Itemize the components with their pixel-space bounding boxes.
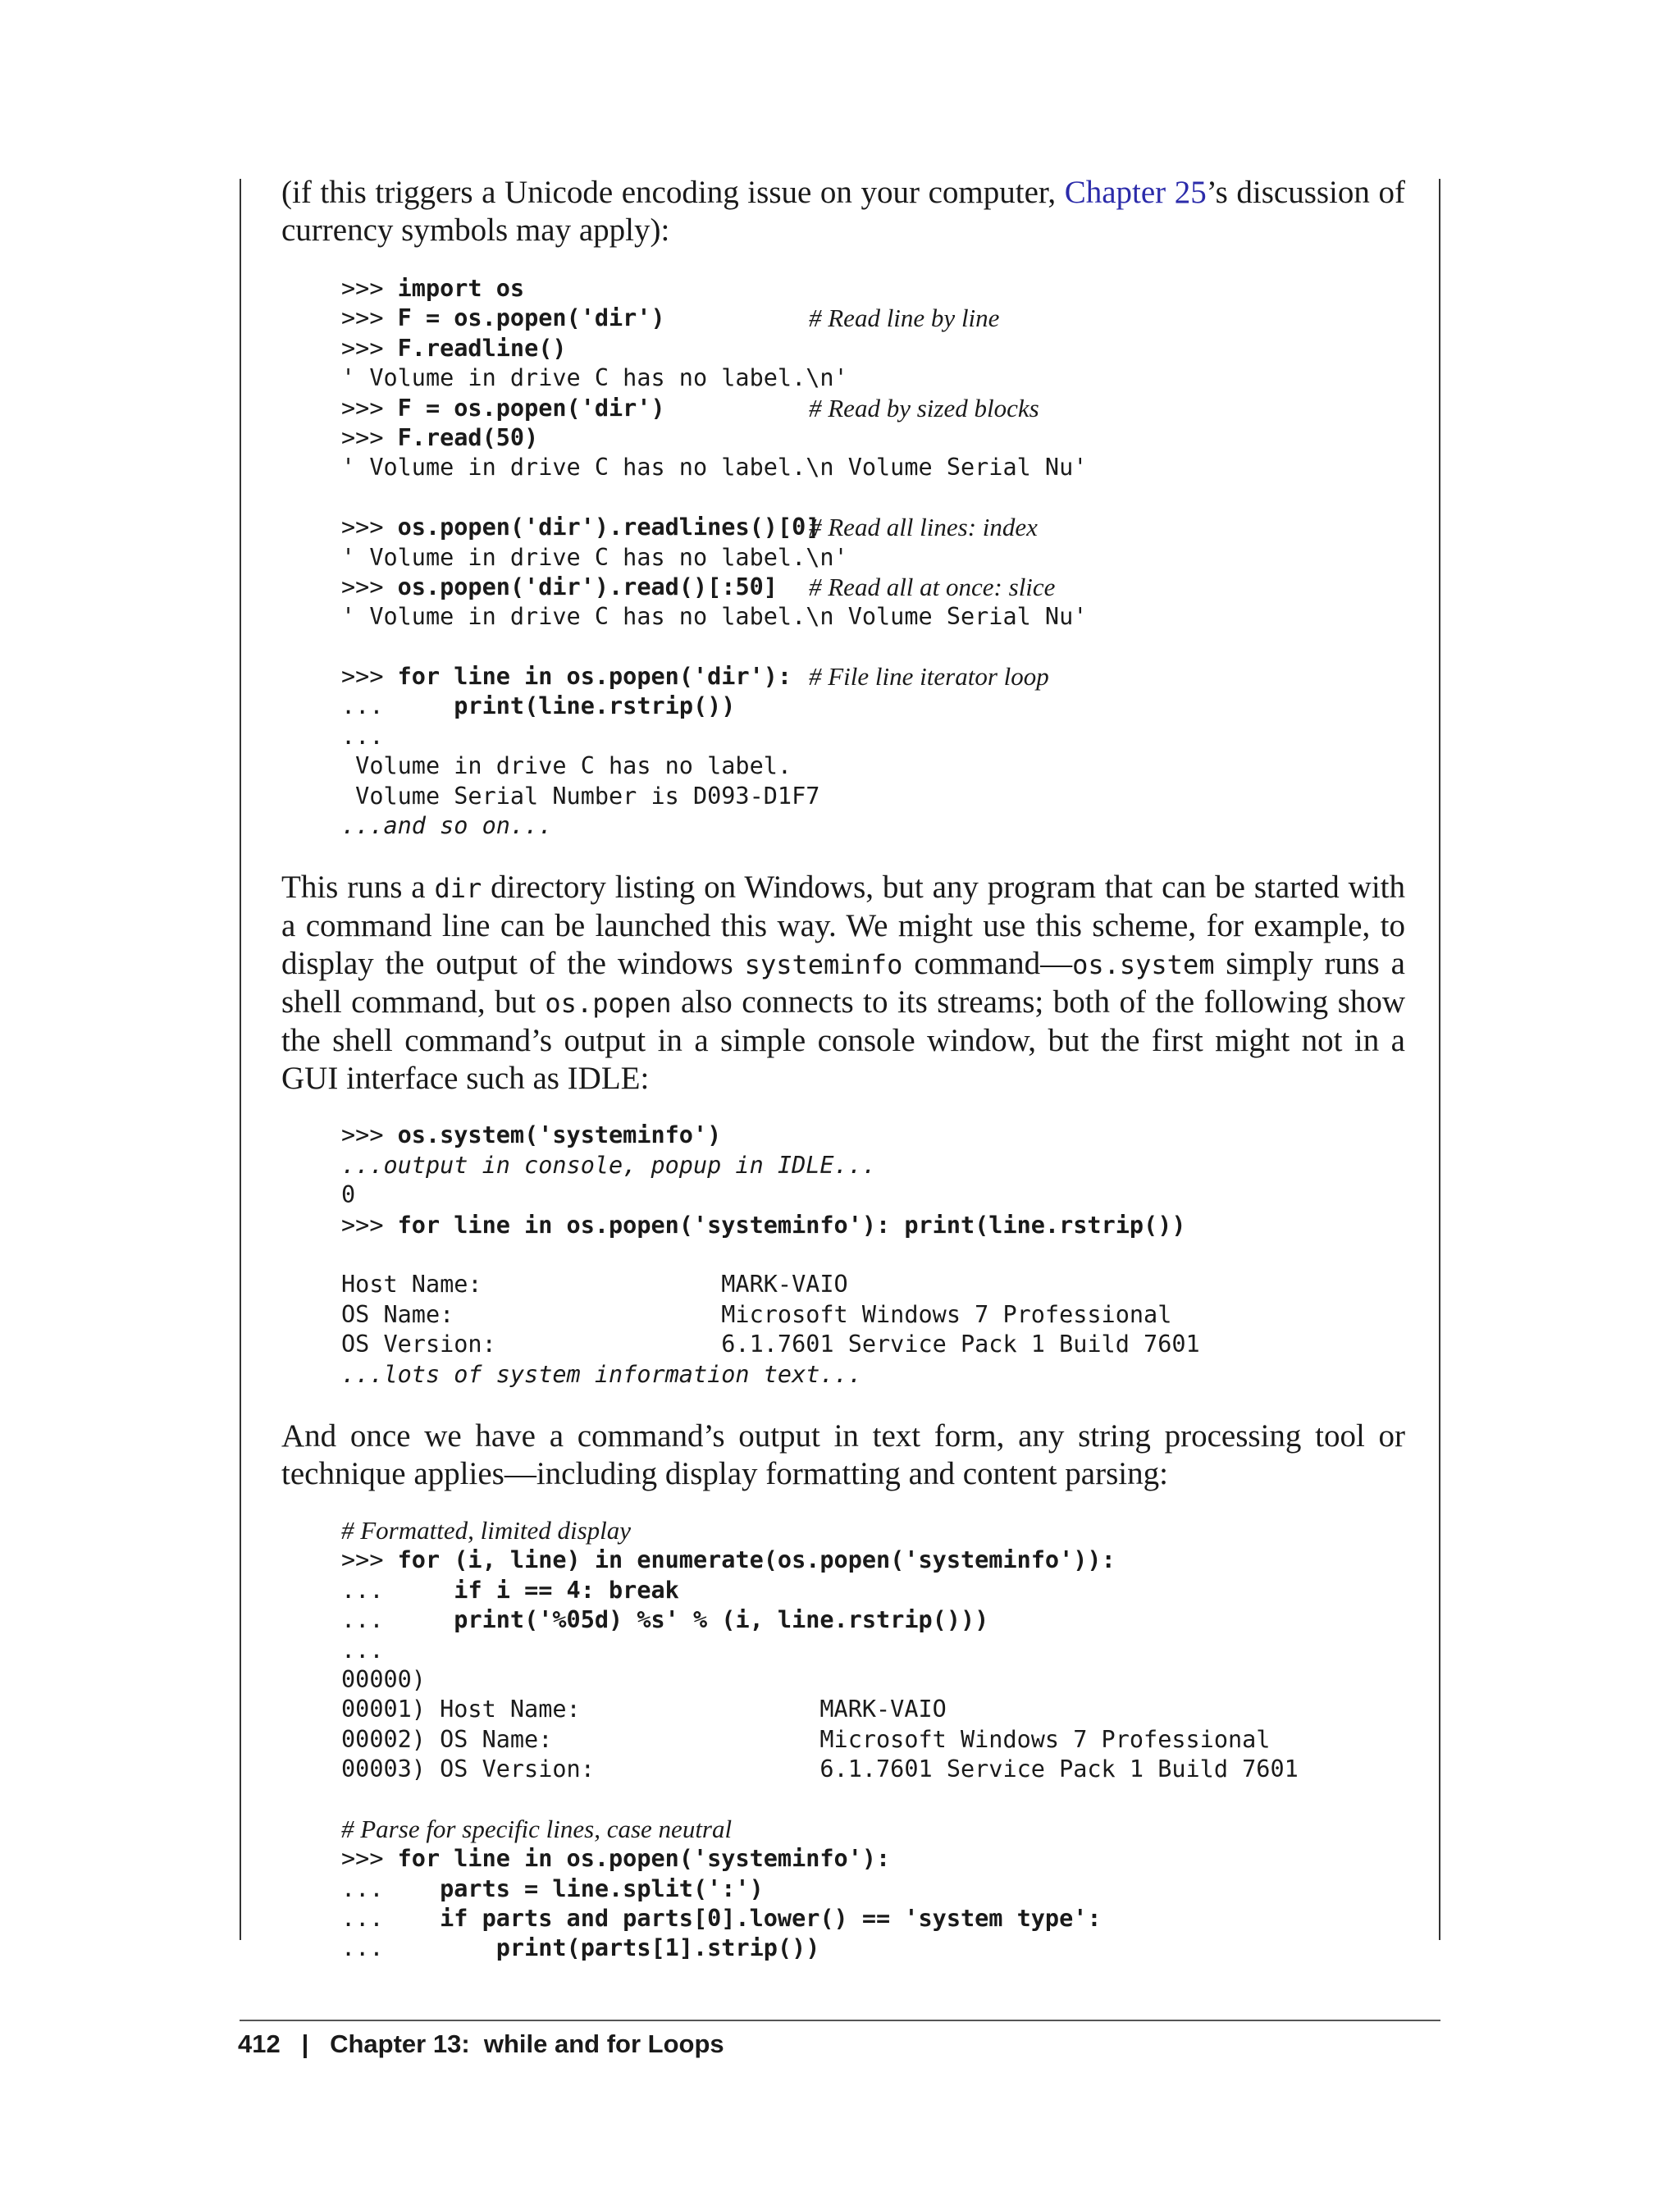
code-line (341, 1874, 1405, 1904)
intro-text-before: (if this triggers a Unicode encoding issue on your computer, (281, 175, 1065, 210)
code-line (341, 811, 1405, 841)
code-prompt: >>> (341, 334, 398, 362)
code-input: F.read(50) (397, 423, 539, 451)
code-line (341, 1755, 1405, 1784)
code-prompt: >>> (341, 1211, 398, 1239)
code-line (341, 334, 1405, 363)
left-margin-rule (240, 179, 241, 1940)
code-line (341, 1904, 1405, 1933)
code-line (341, 1211, 1405, 1240)
code-line (341, 1270, 1405, 1299)
code-output: 00003) OS Version: 6.1.7601 Service Pack 1 Build 7601 (341, 1755, 1299, 1783)
code-line (341, 394, 1405, 423)
code-output: Volume in drive C has no label. (341, 752, 792, 780)
code-output: Host Name: MARK-VAIO (341, 1271, 848, 1299)
code-comment: # Read line by line (809, 304, 1000, 333)
code-prompt: >>> (341, 394, 398, 422)
code-line (341, 1151, 1405, 1180)
page-content (281, 174, 1405, 1964)
code-output: ' Volume in drive C has no label.\n' (341, 364, 848, 392)
intro-text-after: ’s discussion of currency symbols may apply): (281, 175, 1405, 248)
right-margin-rule (1439, 179, 1440, 1940)
code-line (341, 662, 1405, 692)
code-line (341, 1576, 1405, 1605)
code-blank-line (341, 1240, 1405, 1270)
code-line (341, 1815, 1405, 1844)
inline-code-os-popen: os.popen (545, 988, 672, 1020)
code-input: F = os.popen('dir') (397, 304, 665, 332)
code-line (341, 1545, 1405, 1575)
code-line (341, 1121, 1405, 1150)
code-output: ' Volume in drive C has no label.\n Volume Serial Nu' (341, 603, 1088, 631)
code-prompt: ... (341, 1934, 496, 1962)
code-prompt: ... (341, 1576, 454, 1604)
inline-code-os-system: os.system (1072, 949, 1215, 981)
code-line (341, 1933, 1405, 1963)
para2-text-2: directory listing on Windows, but any program that can be started with a command line can be launched this way. We might use this scheme, for example, to display the output of the windows (281, 870, 1405, 982)
code-line (341, 1695, 1405, 1724)
code-line (341, 692, 1405, 721)
code-input: print(parts[1].strip()) (495, 1934, 820, 1962)
code-prompt: >>> (341, 514, 398, 541)
code-prompt: ... (341, 1606, 454, 1634)
code-block-systeminfo (281, 1121, 1405, 1390)
code-input: os.system('systeminfo') (397, 1121, 722, 1149)
code-output: ' Volume in drive C has no label.\n' (341, 543, 848, 571)
code-input: F.readline() (397, 334, 567, 362)
code-comment: # Parse for specific lines, case neutral (341, 1814, 733, 1843)
para2-text-4: simply runs a shell command, but (281, 946, 1405, 1020)
code-line (341, 782, 1405, 811)
code-output: ... (341, 722, 384, 750)
systeminfo-paragraph (281, 869, 1405, 1098)
code-comment: # Read all at once: slice (809, 572, 1056, 601)
code-line (341, 1605, 1405, 1635)
code-line (341, 1636, 1405, 1665)
code-input: import os (397, 275, 525, 302)
code-output: 00001) Host Name: MARK-VAIO (341, 1696, 947, 1723)
inline-code-dir: dir (434, 873, 482, 905)
intro-paragraph (281, 174, 1405, 249)
code-output-note: ...lots of system information text... (341, 1360, 862, 1388)
code-line (341, 1180, 1405, 1210)
code-prompt: >>> (341, 1121, 398, 1149)
inline-code-systeminfo: systeminfo (744, 949, 903, 981)
code-output: 00000) (341, 1665, 426, 1693)
code-prompt: >>> (341, 304, 398, 332)
code-line (341, 1300, 1405, 1330)
code-input: for line in os.popen('systeminfo'): print(line.rstrip()) (397, 1211, 1186, 1239)
code-input: parts = line.split(':') (440, 1874, 764, 1902)
code-line (341, 453, 1405, 482)
code-output: Volume Serial Number is D093-D1F7 (341, 782, 820, 810)
code-input: os.popen('dir').read()[:50] (397, 573, 778, 600)
para2-text-3: command— (902, 946, 1073, 982)
code-comment: # File line iterator loop (809, 662, 1049, 692)
code-line (341, 722, 1405, 751)
code-input: F = os.popen('dir') (397, 394, 665, 422)
code-line (341, 274, 1405, 304)
code-line (341, 573, 1405, 602)
para2-text-1: This runs a (281, 870, 435, 906)
code-line (341, 751, 1405, 781)
parsing-paragraph: And once we have a command’s output in text form, any string processing tool or technique applies—including display formatting and content parsing: (281, 1418, 1405, 1491)
code-line (341, 304, 1405, 333)
page-number: 412 (238, 2029, 281, 2058)
code-block-parsing (281, 1516, 1405, 1964)
code-output: ' Volume in drive C has no label.\n Volume Serial Nu' (341, 454, 1088, 482)
code-blank-line (341, 483, 1405, 513)
code-input: if parts and parts[0].lower() == 'system type': (440, 1905, 1102, 1933)
code-prompt: >>> (341, 1845, 398, 1873)
code-prompt: ... (341, 692, 454, 720)
code-line (341, 1665, 1405, 1695)
code-input: if i == 4: break (454, 1576, 679, 1604)
code-line (341, 363, 1405, 393)
code-output: ... (341, 1636, 384, 1664)
code-input: for (i, line) in enumerate(os.popen('systeminfo')): (397, 1546, 1116, 1574)
footer-rule (240, 2020, 1440, 2021)
code-prompt: >>> (341, 423, 398, 451)
code-line (341, 423, 1405, 453)
code-line (341, 602, 1405, 632)
para2-text-5: also connects to its streams; both of the following show the shell command’s output in a simple console window, but the first might not in a GUI interface such as IDLE: (281, 984, 1405, 1097)
code-comment: # Formatted, limited display (341, 1515, 632, 1545)
chapter-25-link[interactable]: Chapter 25 (1064, 175, 1207, 210)
code-line (341, 513, 1405, 542)
code-output-note: ...output in console, popup in IDLE... (341, 1151, 877, 1179)
code-line (341, 1516, 1405, 1545)
code-block-popen (281, 274, 1405, 841)
code-prompt: >>> (341, 275, 398, 302)
code-line (341, 1330, 1405, 1359)
footer-separator: | (301, 2029, 309, 2058)
code-prompt: >>> (341, 1546, 398, 1574)
code-output: OS Version: 6.1.7601 Service Pack 1 Build 7601 (341, 1331, 1200, 1358)
code-line (341, 1360, 1405, 1390)
code-prompt: ... (341, 1905, 441, 1933)
code-prompt: >>> (341, 573, 398, 600)
code-input: os.popen('dir').readlines()[0] (397, 514, 820, 541)
page-footer (238, 2029, 724, 2059)
code-comment: # Read all lines: index (809, 513, 1038, 542)
code-input: for line in os.popen('systeminfo'): (397, 1845, 891, 1873)
code-output: OS Name: Microsoft Windows 7 Professional (341, 1300, 1172, 1328)
code-line (341, 543, 1405, 573)
code-output-note: ...and so on... (341, 812, 553, 840)
code-prompt: >>> (341, 663, 398, 691)
running-chapter-title: Chapter 13: while and for Loops (330, 2029, 724, 2058)
code-blank-line (341, 1784, 1405, 1814)
code-line (341, 1844, 1405, 1874)
code-input: print('%05d) %s' % (i, line.rstrip())) (454, 1606, 989, 1634)
code-output: 0 (341, 1181, 356, 1209)
code-line (341, 1725, 1405, 1755)
code-comment: # Read by sized blocks (809, 393, 1039, 422)
code-blank-line (341, 632, 1405, 662)
code-input: print(line.rstrip()) (454, 692, 736, 720)
code-output: 00002) OS Name: Microsoft Windows 7 Professional (341, 1725, 1271, 1753)
code-prompt: ... (341, 1874, 441, 1902)
code-input: for line in os.popen('dir'): (397, 663, 792, 691)
